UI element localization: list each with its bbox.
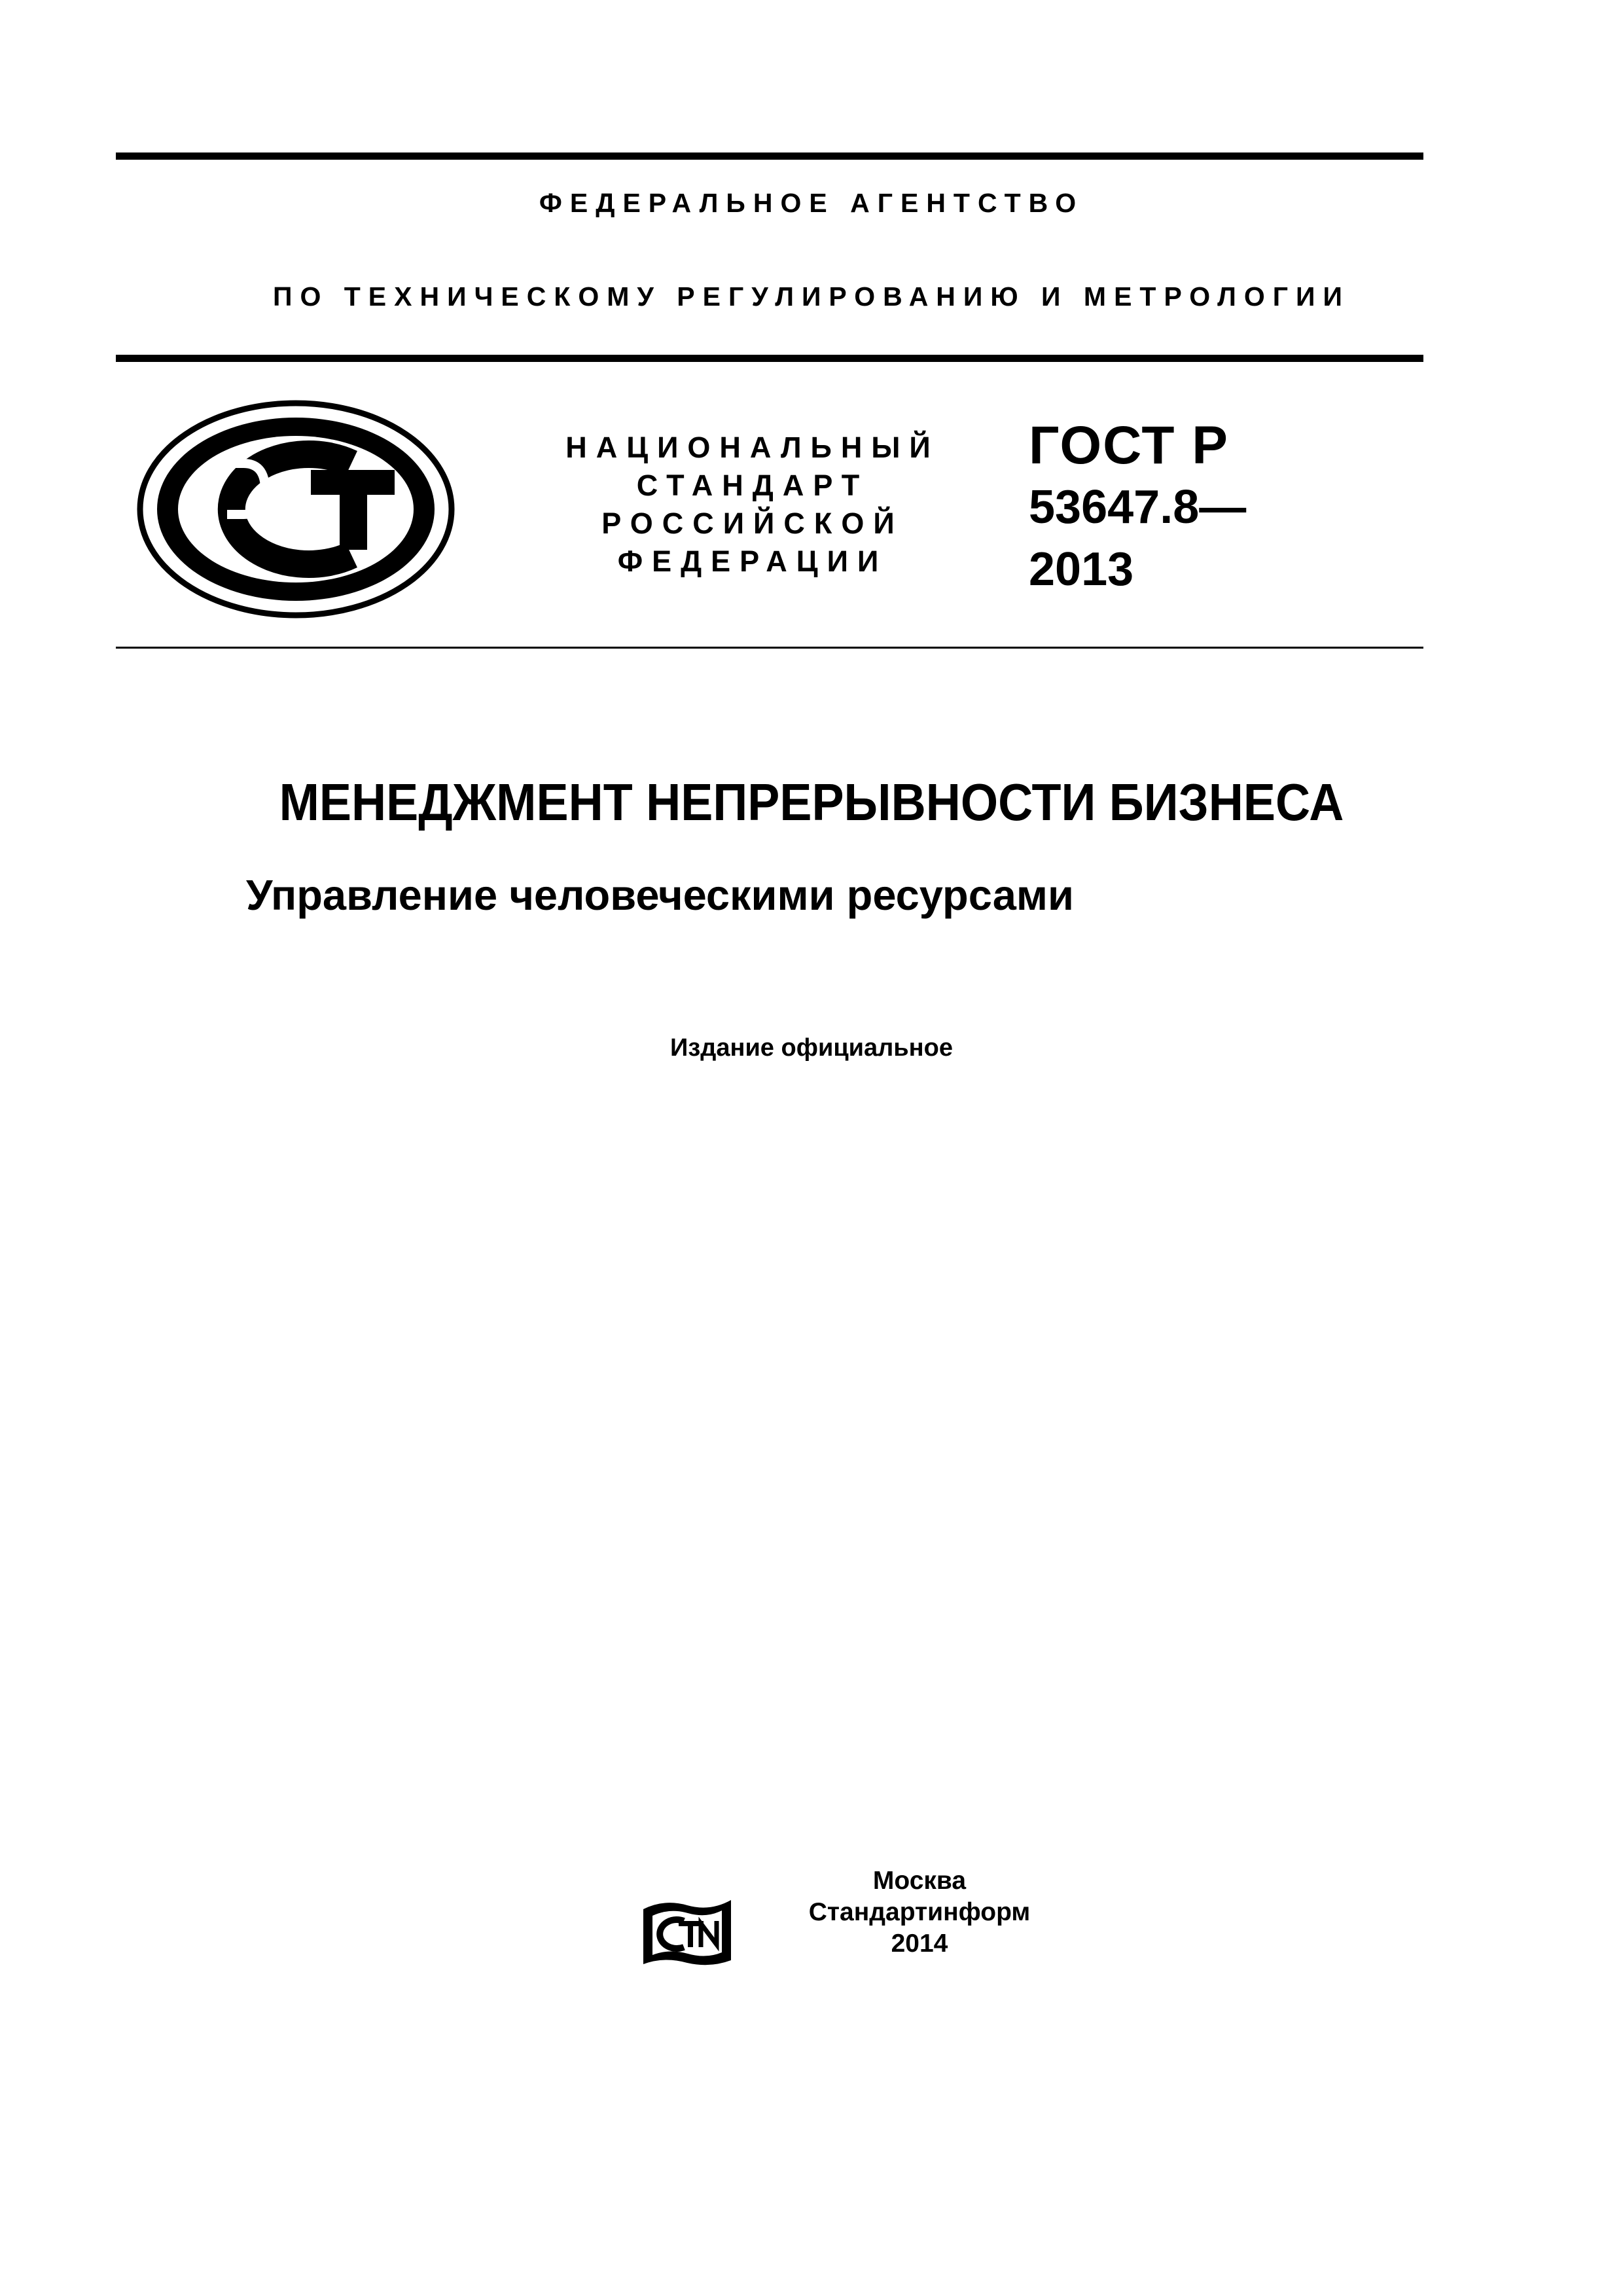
- agency-line-1: ФЕДЕРАЛЬНОЕ АГЕНТСТВО: [539, 188, 1084, 218]
- agency-line-2: ПО ТЕХНИЧЕСКОМУ РЕГУЛИРОВАНИЮ И МЕТРОЛОГИИ: [273, 281, 1350, 312]
- national-line-1: НАЦИОНАЛЬНЫЙ: [565, 431, 940, 464]
- national-line-3: РОССИЙСКОЙ: [601, 507, 904, 540]
- document-title: МЕНЕДЖМЕНТ НЕПРЕРЫВНОСТИ БИЗНЕСА: [279, 773, 1344, 831]
- standard-code-line-1: ГОСТ Р: [1029, 416, 1229, 475]
- document-subtitle: Управление человеческими ресурсами: [246, 871, 1074, 919]
- standard-code-line-3: 2013: [1029, 543, 1134, 596]
- standartinform-logo-icon: [638, 1895, 736, 1968]
- thin-rule: [116, 647, 1423, 649]
- imprint-city: Москва: [872, 1867, 967, 1895]
- standard-code: [1029, 414, 1246, 601]
- national-standard-label: [530, 429, 975, 581]
- national-line-2: СТАНДАРТ: [636, 469, 869, 502]
- imprint-publisher: Стандартинформ: [808, 1898, 1031, 1926]
- middle-rule: [116, 355, 1423, 362]
- rst-emblem-icon: [135, 398, 456, 620]
- standard-code-line-2: 53647.8—: [1029, 481, 1247, 533]
- national-line-4: ФЕДЕРАЦИИ: [617, 545, 888, 578]
- imprint: [772, 1865, 1067, 1960]
- imprint-year: 2014: [891, 1929, 948, 1958]
- edition-label: Издание официальное: [670, 1034, 953, 1062]
- top-rule: [116, 152, 1423, 160]
